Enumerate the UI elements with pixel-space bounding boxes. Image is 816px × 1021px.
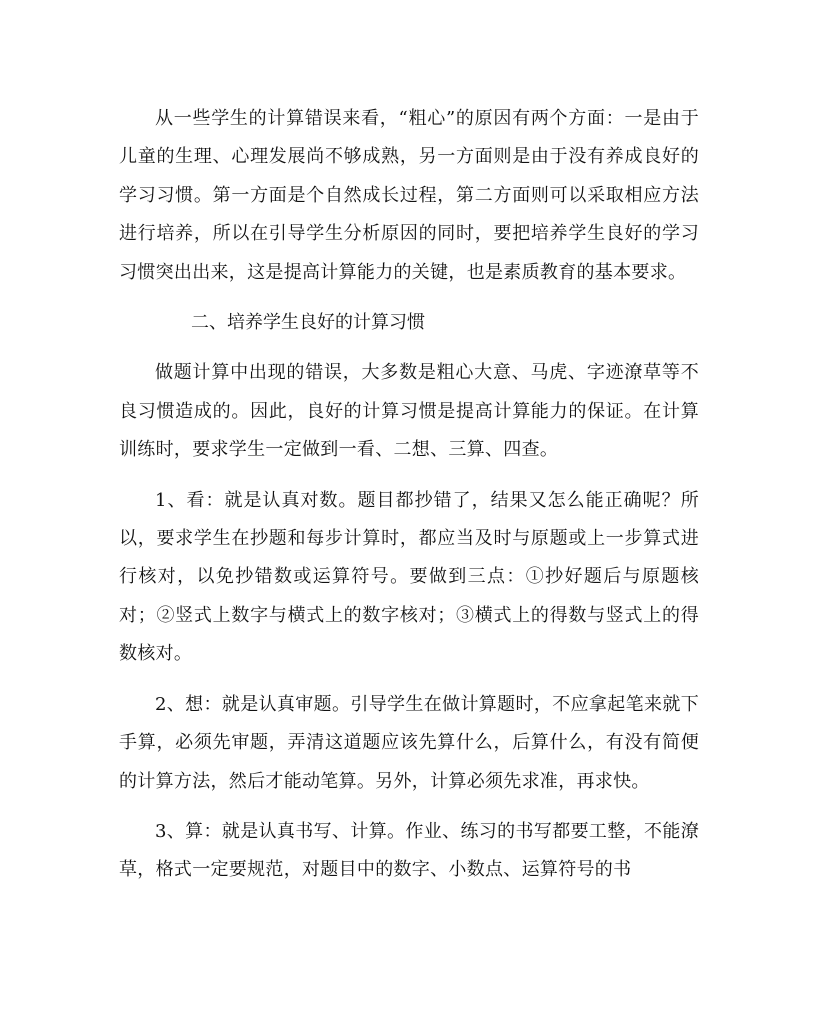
section-heading-calculation-habits: 二、培养学生良好的计算习惯 bbox=[191, 312, 425, 334]
paragraph-step-look: 1、看：就是认真对数。题目都抄错了，结果又怎么能正确呢？所以，要求学生在抄题和每步计算时，都应当及时与原题或上一步算式进行核对，以免抄错数或运算符号。要做到三点：①抄好题后与原题核对；②竖式上数字与横式上的数字核对；③横式上的得数与竖式上的得数核对。 bbox=[119, 489, 699, 665]
paragraph-habits-intro: 做题计算中出现的错误，大多数是粗心大意、马虎、字迹潦草等不良习惯造成的。因此，良好的计算习惯是提高计算能力的保证。在计算训练时，要求学生一定做到一看、二想、三算、四查。 bbox=[119, 362, 699, 461]
paragraph-step-calculate: 3、算：就是认真书写、计算。作业、练习的书写都要工整，不能潦草，格式一定要规范，对题目中的数字、小数点、运算符号的书 bbox=[119, 820, 699, 881]
paragraph-step-think: 2、想：就是认真审题。引导学生在做计算题时，不应拿起笔来就下手算，必须先审题，弄清这道题应该先算什么，后算什么，有没有简便的计算方法，然后才能动笔算。另外，计算必须先求准，再求快。 bbox=[119, 693, 699, 792]
document-body bbox=[119, 100, 699, 890]
paragraph-careless-causes: 从一些学生的计算错误来看，“粗心”的原因有两个方面：一是由于儿童的生理、心理发展尚不够成熟，另一方面则是由于没有养成良好的学习习惯。第一方面是个自然成长过程，第二方面则可以采取相应方法进行培养，所以在引导学生分析原因的同时，要把培养学生良好的学习习惯突出出来，这是提高计算能力的关键，也是素质教育的基本要求。 bbox=[119, 108, 699, 283]
